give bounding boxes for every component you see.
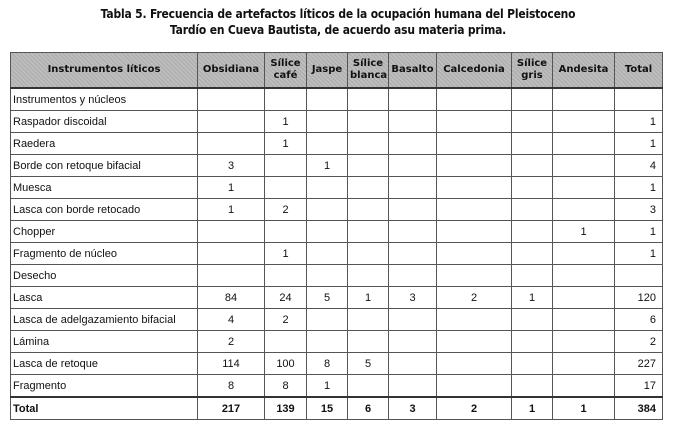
value-cell: 1	[348, 287, 389, 309]
value-cell	[437, 111, 512, 133]
value-cell	[389, 155, 437, 177]
value-cell	[389, 331, 437, 353]
row-label: Lasca con borde retocado	[11, 199, 198, 221]
table-row	[11, 155, 663, 177]
row-label: Muesca	[11, 177, 198, 199]
value-cell	[437, 375, 512, 398]
value-cell: 4	[198, 309, 265, 331]
column-header: Total	[615, 53, 663, 89]
value-cell: 1	[553, 221, 615, 243]
value-cell	[512, 353, 553, 375]
empty-cell	[307, 265, 348, 287]
row-label: Lasca de adelgazamiento bifacial	[11, 309, 198, 331]
value-cell: 227	[615, 353, 663, 375]
value-cell	[348, 155, 389, 177]
value-cell	[348, 133, 389, 155]
table-row	[11, 353, 663, 375]
section-header-row	[11, 88, 663, 111]
value-cell: 1	[198, 199, 265, 221]
total-value-cell: 1	[512, 397, 553, 420]
value-cell	[389, 111, 437, 133]
value-cell	[348, 199, 389, 221]
value-cell: 1	[512, 287, 553, 309]
value-cell	[512, 331, 553, 353]
value-cell: 4	[615, 155, 663, 177]
empty-cell	[265, 88, 307, 111]
total-value-cell: 15	[307, 397, 348, 420]
value-cell	[265, 155, 307, 177]
value-cell: 120	[615, 287, 663, 309]
column-header: Sílice gris	[512, 53, 553, 89]
empty-cell	[265, 265, 307, 287]
table-row	[11, 243, 663, 265]
table-row	[11, 111, 663, 133]
value-cell	[348, 111, 389, 133]
value-cell: 1	[615, 221, 663, 243]
value-cell	[553, 111, 615, 133]
value-cell	[553, 133, 615, 155]
value-cell: 1	[615, 111, 663, 133]
row-label: Raspador discoidal	[11, 111, 198, 133]
total-value-cell: 3	[389, 397, 437, 420]
value-cell	[437, 221, 512, 243]
value-cell	[198, 243, 265, 265]
value-cell: 2	[437, 287, 512, 309]
column-header: Jaspe	[307, 53, 348, 89]
value-cell: 3	[615, 199, 663, 221]
value-cell: 1	[307, 375, 348, 398]
section-title: Instrumentos y núcleos	[11, 88, 198, 111]
value-cell: 1	[265, 133, 307, 155]
value-cell: 2	[265, 199, 307, 221]
value-cell	[348, 375, 389, 398]
value-cell: 3	[389, 287, 437, 309]
column-header: Andesita	[553, 53, 615, 89]
value-cell	[512, 155, 553, 177]
empty-cell	[348, 265, 389, 287]
value-cell	[553, 155, 615, 177]
total-value-cell: 2	[437, 397, 512, 420]
value-cell	[198, 133, 265, 155]
value-cell	[389, 309, 437, 331]
value-cell	[437, 353, 512, 375]
value-cell: 24	[265, 287, 307, 309]
row-label: Borde con retoque bifacial	[11, 155, 198, 177]
value-cell	[348, 331, 389, 353]
value-cell	[389, 133, 437, 155]
value-cell	[265, 177, 307, 199]
value-cell	[198, 221, 265, 243]
column-header: Calcedonia	[437, 53, 512, 89]
empty-cell	[615, 265, 663, 287]
value-cell: 1	[265, 243, 307, 265]
row-label: Raedera	[11, 133, 198, 155]
value-cell	[553, 177, 615, 199]
table-row	[11, 287, 663, 309]
value-cell: 1	[615, 177, 663, 199]
value-cell	[307, 199, 348, 221]
value-cell: 2	[615, 331, 663, 353]
value-cell	[512, 177, 553, 199]
value-cell	[437, 155, 512, 177]
value-cell	[553, 243, 615, 265]
value-cell: 5	[307, 287, 348, 309]
value-cell	[307, 111, 348, 133]
row-label: Lasca de retoque	[11, 353, 198, 375]
value-cell	[437, 199, 512, 221]
value-cell: 8	[265, 375, 307, 398]
value-cell	[553, 353, 615, 375]
value-cell: 84	[198, 287, 265, 309]
table-caption	[47, 6, 628, 38]
value-cell: 5	[348, 353, 389, 375]
value-cell	[307, 177, 348, 199]
value-cell	[553, 287, 615, 309]
value-cell: 114	[198, 353, 265, 375]
column-header: Instrumentos líticos	[11, 53, 198, 89]
empty-cell	[553, 88, 615, 111]
empty-cell	[198, 265, 265, 287]
caption-line-2: Tardío en Cueva Bautista, de acuerdo asu materia prima.	[169, 22, 507, 37]
table-body	[11, 88, 663, 420]
total-row	[11, 397, 663, 420]
total-value-cell: 384	[615, 397, 663, 420]
row-label: Fragmento de núcleo	[11, 243, 198, 265]
row-label: Lámina	[11, 331, 198, 353]
empty-cell	[389, 265, 437, 287]
value-cell	[307, 331, 348, 353]
value-cell: 8	[307, 353, 348, 375]
value-cell	[437, 177, 512, 199]
value-cell	[437, 133, 512, 155]
value-cell	[437, 243, 512, 265]
value-cell	[307, 243, 348, 265]
value-cell	[265, 331, 307, 353]
lithic-artifacts-table	[10, 52, 663, 420]
column-header: Sílice blanca	[348, 53, 389, 89]
column-header: Sílice café	[265, 53, 307, 89]
table-row	[11, 375, 663, 398]
value-cell	[307, 133, 348, 155]
value-cell: 1	[265, 111, 307, 133]
total-value-cell: 6	[348, 397, 389, 420]
value-cell: 1	[307, 155, 348, 177]
value-cell	[437, 309, 512, 331]
empty-cell	[512, 265, 553, 287]
value-cell	[512, 375, 553, 398]
empty-cell	[389, 88, 437, 111]
section-title: Desecho	[11, 265, 198, 287]
total-label: Total	[11, 397, 198, 420]
empty-cell	[512, 88, 553, 111]
value-cell: 1	[615, 133, 663, 155]
empty-cell	[437, 265, 512, 287]
empty-cell	[553, 265, 615, 287]
value-cell	[437, 331, 512, 353]
value-cell	[389, 375, 437, 398]
empty-cell	[198, 88, 265, 111]
value-cell	[553, 199, 615, 221]
total-value-cell: 1	[553, 397, 615, 420]
value-cell	[389, 221, 437, 243]
total-value-cell: 139	[265, 397, 307, 420]
value-cell	[512, 243, 553, 265]
table-row	[11, 199, 663, 221]
table-row	[11, 177, 663, 199]
value-cell	[307, 221, 348, 243]
value-cell	[512, 309, 553, 331]
table-row	[11, 309, 663, 331]
value-cell: 100	[265, 353, 307, 375]
value-cell: 3	[198, 155, 265, 177]
value-cell: 2	[265, 309, 307, 331]
column-header: Basalto	[389, 53, 437, 89]
value-cell	[348, 177, 389, 199]
value-cell: 1	[198, 177, 265, 199]
empty-cell	[348, 88, 389, 111]
value-cell	[512, 133, 553, 155]
value-cell	[553, 309, 615, 331]
value-cell	[512, 221, 553, 243]
value-cell	[553, 375, 615, 398]
value-cell	[512, 199, 553, 221]
empty-cell	[615, 88, 663, 111]
value-cell	[348, 309, 389, 331]
value-cell	[348, 243, 389, 265]
header-row	[11, 53, 663, 89]
value-cell	[512, 111, 553, 133]
empty-cell	[307, 88, 348, 111]
value-cell	[265, 221, 307, 243]
section-header-row	[11, 265, 663, 287]
row-label: Fragmento	[11, 375, 198, 398]
table-row	[11, 133, 663, 155]
value-cell	[348, 221, 389, 243]
value-cell: 8	[198, 375, 265, 398]
caption-line-1: Tabla 5. Frecuencia de artefactos líticos de la ocupación humana del Pleistoceno	[100, 6, 576, 21]
value-cell: 2	[198, 331, 265, 353]
row-label: Lasca	[11, 287, 198, 309]
value-cell: 1	[615, 243, 663, 265]
table-row	[11, 331, 663, 353]
value-cell	[553, 331, 615, 353]
empty-cell	[437, 88, 512, 111]
value-cell	[307, 309, 348, 331]
column-header: Obsidiana	[198, 53, 265, 89]
value-cell	[389, 353, 437, 375]
value-cell	[198, 111, 265, 133]
value-cell	[389, 177, 437, 199]
value-cell	[389, 199, 437, 221]
table-row	[11, 221, 663, 243]
value-cell: 17	[615, 375, 663, 398]
row-label: Chopper	[11, 221, 198, 243]
value-cell: 6	[615, 309, 663, 331]
total-value-cell: 217	[198, 397, 265, 420]
value-cell	[389, 243, 437, 265]
